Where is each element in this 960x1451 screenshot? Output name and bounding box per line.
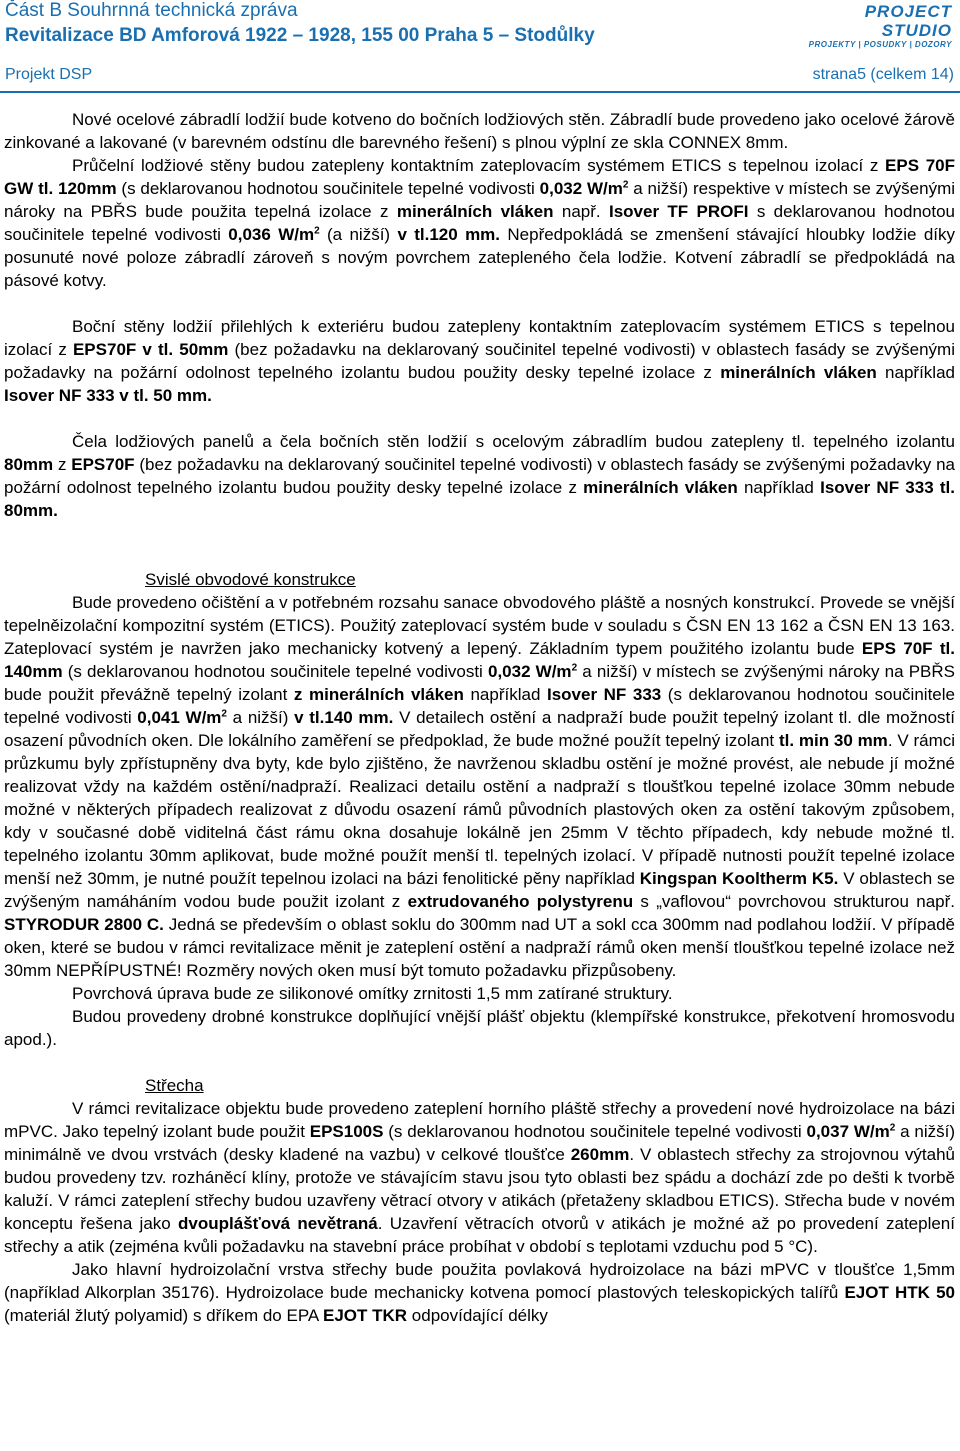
section-heading-vertical-structures: Svislé obvodové konstrukce (145, 570, 356, 589)
header-title-line2: Revitalizace BD Amforová 1922 – 1928, 155 00 Praha 5 – Stodůlky (5, 25, 595, 46)
paragraph-vertical-structures: Bude provedeno očištění a v potřebném rozsahu sanace obvodového pláště a nosných konstrukcí. Provede se vnější tepelněizolační kompozitní systém (ETICS). Použitý zateplovací systém bude v souladu s ČSN EN 13 162 a ČSN EN 13 163. Zateplovací systém je navržen jako mechanicky kotvený a lepený. Základním typem použitého izolantu bude EPS 70F tl. 140mm (s deklarovanou hodnotou součinitele tepelné vodivosti 0,032 $W/m^2$ a nižší) v místech se zvýšenými nároky na PBŘS bude použit převážně tepelný izolant z minerálních vláken například Isover NF 333 (s deklarovanou hodnotou součinitele tepelné vodivosti 0,041 $W/m^2$ a nižší) v tl.140 mm. V detailech ostění a nadpraží bude použit tepelný izolant tl. dle možností osazení původních oken. Dle lokálního zaměření se předpoklad, že bude možné použít tepelný izolant tl. min 30 mm. V rámci průzkumu byly zpřístupněny dva byty, kde bylo zjištěno, že navrženou skladbu ostění je možné provést, ale nebude jí možné realizovat vždy na každém ostění/nadpraží. Realizaci detailu ostění a nadpraží s tloušťkou tepelné izolace 30mm nebude možné v některých případech realizovat z důvodu osazení rámů původních plastových oken za ostění takovým způsobem, kdy v současné době viditelná část rámu okna dosahuje lokálně jen 25mm V těchto případech, kdy nebude možné tl. tepelného izolantu 30mm aplikovat, bude možné použít menší tl. tepelných izolací. V případě nutnosti použít tepelné izolace menší než 30mm, je nutné použít tepelnou izolaci na bázi fenolitické pěny například Kingspan Kooltherm K5. V oblastech se zvýšeným namáháním vodou bude použit izolant z extrudovaného polystyrenu s „vaflovou“ povrchovou strukturou např. STYRODUR 2800 C. Jedná se především o oblast soklu do 300mm nad UT a sokl cca 300mm nad podlahou lodžií. V případě oken, které se budou v rámci revitalizace měnit je zateplení ostění a nadpraží rámů oken menší tloušťkou tepelné izolace než 30mm NEPŘÍPUSTNÉ! Rozměry nových oken musí být tomuto požadavku přizpůsobeny. (4, 593, 956, 980)
logo-line2: STUDIO (881, 21, 952, 40)
paragraph-minor-structures: Budou provedeny drobné konstrukce doplňující vnější plášť objektu (klempířské konstrukce, překotvení hromosvodu apod.). (4, 1007, 955, 1049)
paragraph-surface-finish: Povrchová úprava bude ze silikonové omítky zrnitosti 1,5 mm zatírané struktury. (72, 984, 673, 1003)
paragraph-loggia-side-walls: Boční stěny lodžií přilehlých k exteriéru budou zatepleny kontaktním zateplovacím systémem ETICS s tepelnou izolací z EPS70F v tl. 50mm (bez požadavku na deklarovaný součinitel tepelné vodivosti) v oblastech fasády se zvýšenými požadavky na požární odolnost tepelného izolantu budou použity desky tepelné izolace z minerálních vláken například Isover NF 333 v tl. 50 mm. (4, 317, 955, 405)
paragraph-roof: V rámci revitalizace objektu bude provedeno zateplení horního pláště střechy a provedení nové hydroizolace na bázi mPVC. Jako tepelný izolant bude použit EPS100S (s deklarovanou hodnotou součinitele tepelné vodivosti 0,037 $W/m^2$ a nižší) minimálně ve dvou vrstvách (desky kladené na vazbu) v celkové tloušťce 260mm. V oblastech střechy za strojovnou výtahů budou provedeny tzv. rozháněcí klíny, protože ve stávajícím stavu jsou tyto oblasti bez spádu a dochází zde po dešti k tvorbě kaluží. V rámci zateplení střechy budou uzavřeny větrací otvory v atikách (přetaženy skladbou ETICS). Střecha bude v novém konceptu řešena jako dvouplášťová nevětraná. Uzavření větracích otvorů v atikách je možné až po provedení zateplení střechy a atik (zejména kvůli požadavku na stavební práce probíhat v období s teplotami vzduchu pod 5 °C). (4, 1099, 955, 1256)
logo-line1: PROJECT (864, 2, 952, 21)
paragraph-railing: Nové ocelové zábradlí lodžií bude kotveno do bočních lodžiových stěn. Zábradlí bude provedeno jako ocelové žárově zinkované a lakované (v barevném odstínu dle barevného řešení) s plnou výplní ze skla CONNEX 8mm. (4, 110, 955, 152)
document-body (4, 108, 955, 1327)
logo-line3: PROJEKTY | POSUDKY | DOZORY (808, 40, 952, 49)
project-label: Projekt DSP (5, 66, 93, 83)
section-heading-roof: Střecha (145, 1076, 204, 1095)
paragraph-roof-waterproofing: Jako hlavní hydroizolační vrstva střechy bude použita povlaková hydroizolace na bázi mPVC v tloušťce 1,5mm (například Alkorplan 35176). Hydroizolace bude mechanicky kotvena pomocí plastových teleskopických talířů EJOT HTK 50 (materiál žlutý polyamid) s dříkem do EPA EJOT TKR odpovídající délky (4, 1260, 955, 1325)
project-studio-logo (802, 2, 952, 50)
header-title-line1: Část B Souhrnná technická zpráva (5, 0, 298, 21)
header-divider (0, 91, 960, 93)
page-label: strana5 (celkem 14) (812, 66, 954, 83)
paragraph-loggia-panel-fronts: Čela lodžiových panelů a čela bočních stěn lodžií s ocelovým zábradlím budou zatepleny tl. tepelného izolantu 80mm z EPS70F (bez požadavku na deklarovaný součinitel tepelné vodivosti) v oblastech fasády se zvýšenými požadavky na požární odolnost tepelného izolantu budou použity desky tepelné izolace z minerálních vláken například Isover NF 333 tl. 80mm. (4, 432, 955, 520)
paragraph-loggia-front-walls: Průčelní lodžiové stěny budou zatepleny kontaktním zateplovacím systémem ETICS s tepelnou izolací z EPS 70F GW tl. 120mm (s deklarovanou hodnotou součinitele tepelné vodivosti 0,032 $W/m^2$ a nižší) respektive v místech se zvýšenými nároky na PBŘS bude použita tepelná izolace z minerálních vláken např. Isover TF PROFI s deklarovanou hodnotou součinitele tepelné vodivosti 0,036 $W/m^2$ (a nižší) v tl.120 mm. Nepředpokládá se zmenšení stávající hloubky lodžie díky posunuté nové poloze zábradlí zároveň s novým povrchem zatepleného čela lodžie. Kotvení zábradlí se předpokládá na pásové kotvy. (4, 156, 956, 290)
